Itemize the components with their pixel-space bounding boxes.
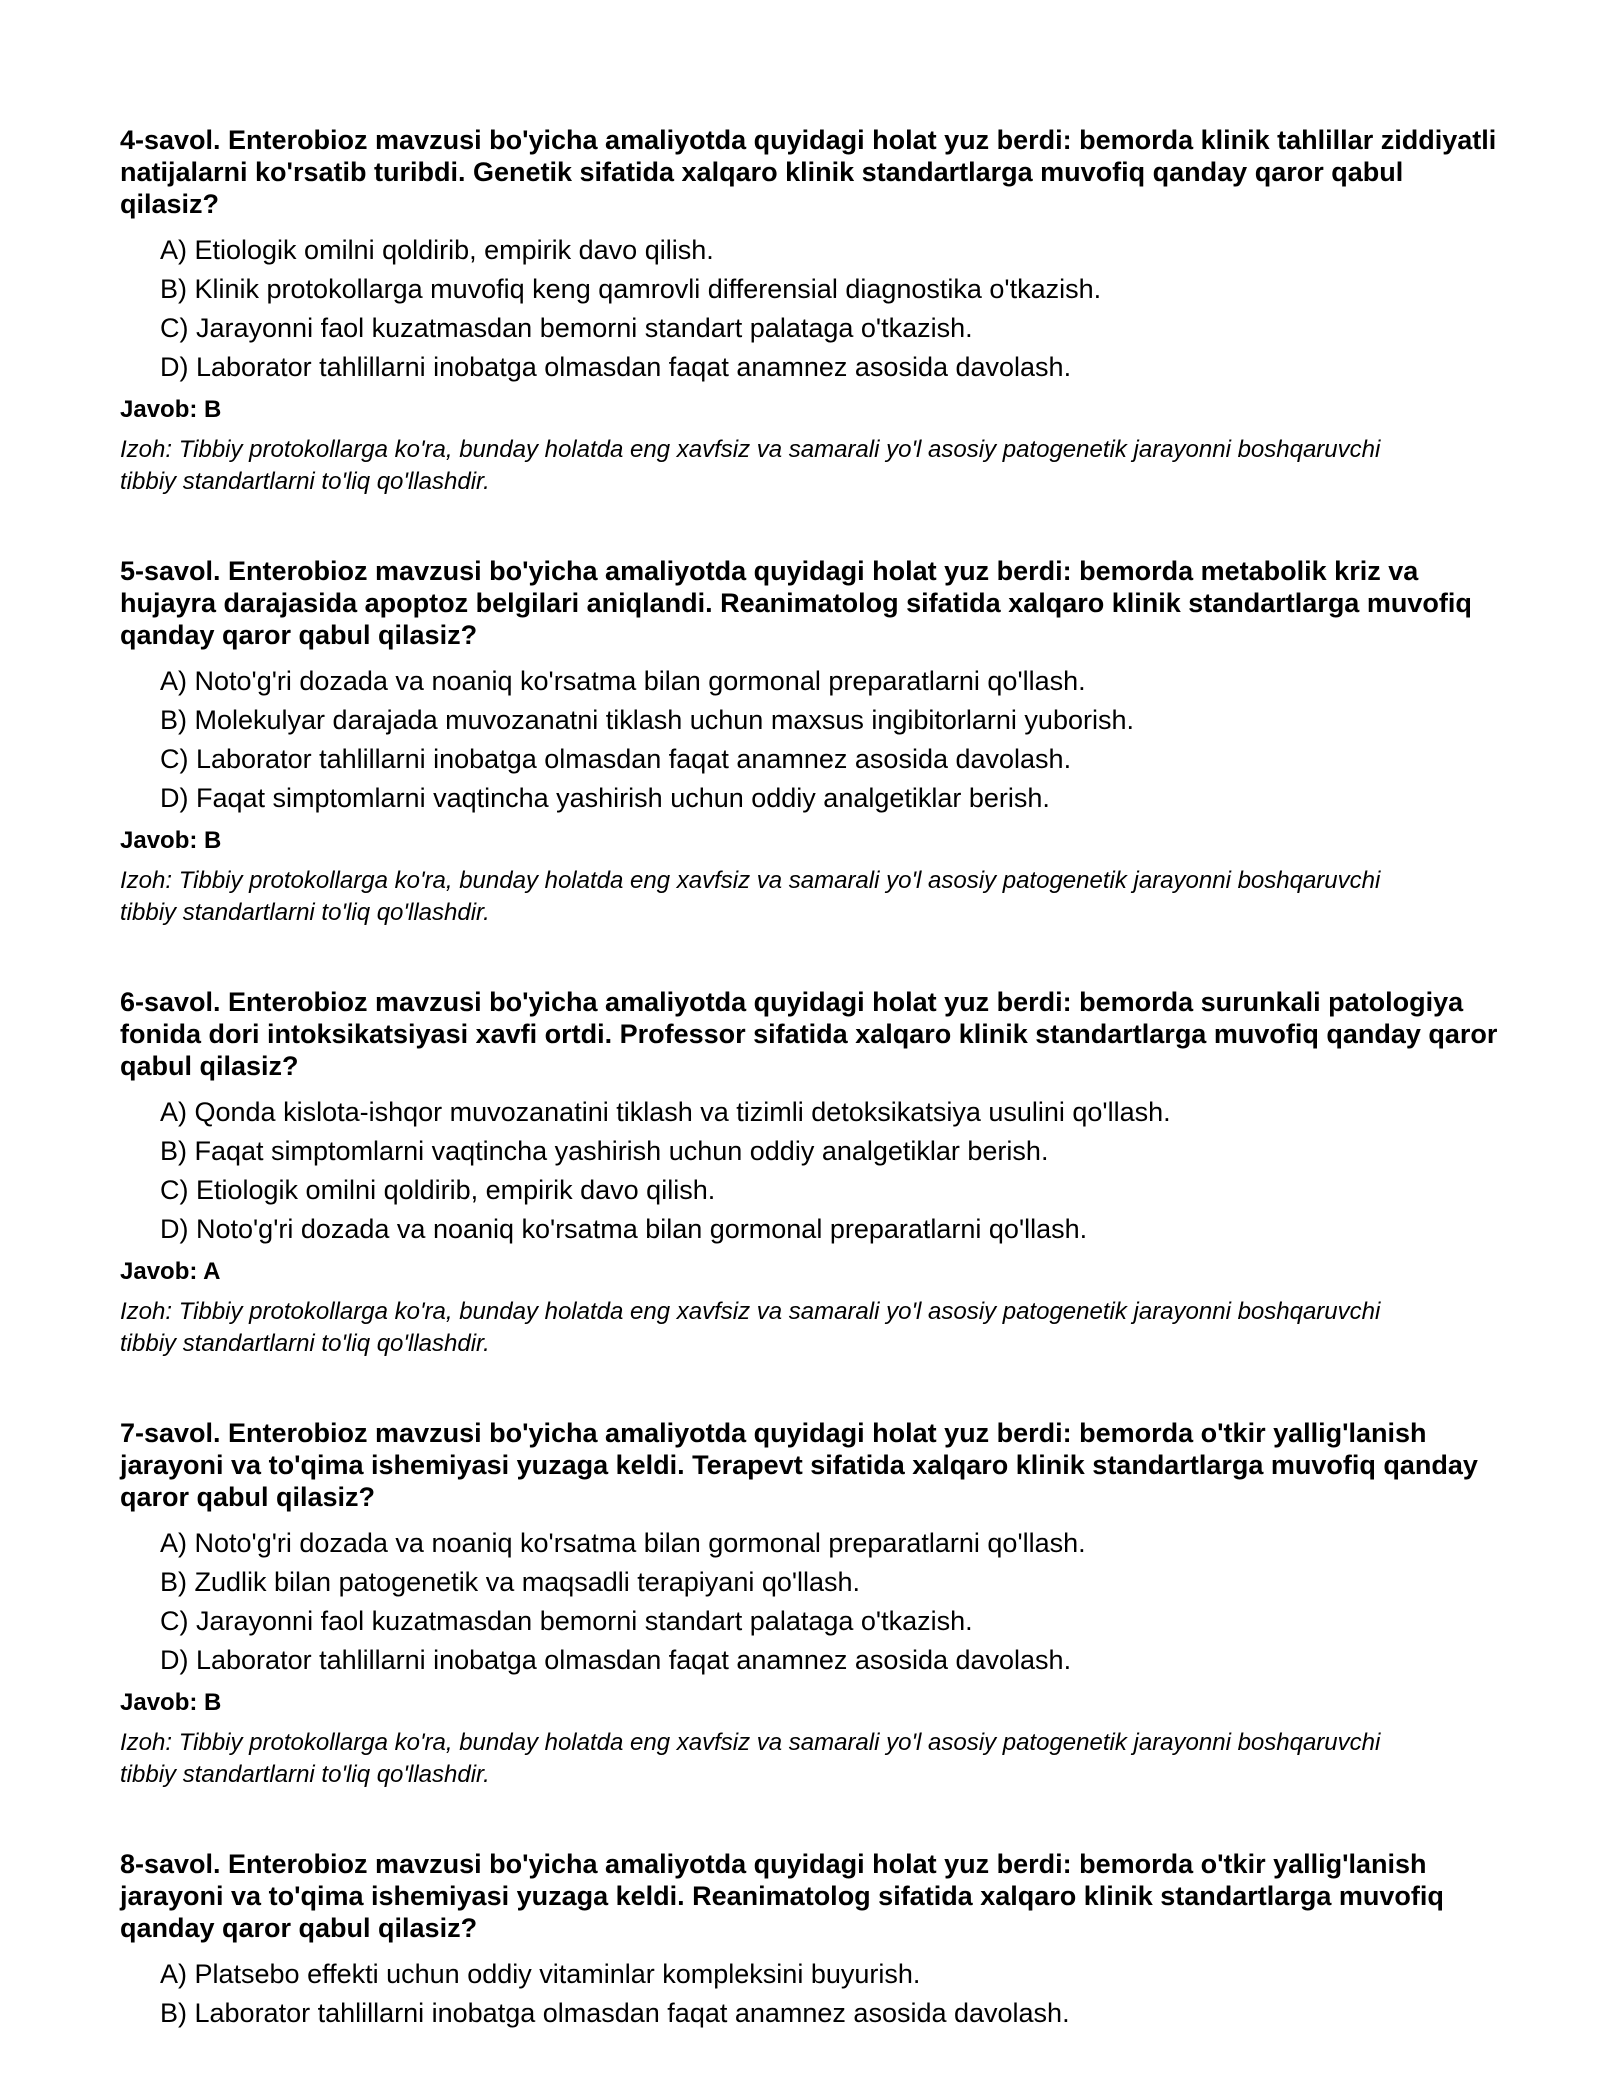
- question-block-5: [120, 555, 1500, 929]
- option-a: A) Qonda kislota-ishqor muvozanatini tiklash va tizimli detoksikatsiya usulini qo'llash.: [160, 1097, 1171, 1127]
- option-list: [120, 1093, 1500, 1249]
- answer-label: Javob: B: [120, 1689, 222, 1716]
- option-b: B) Laborator tahlillarni inobatga olmasdan faqat anamnez asosida davolash.: [160, 1998, 1070, 2028]
- option-b: B) Molekulyar darajada muvozanatni tiklash uchun maxsus ingibitorlarni yuborish.: [160, 705, 1134, 735]
- option-a: A) Etiologik omilni qoldirib, empirik davo qilish.: [160, 235, 714, 265]
- option-list: [120, 1955, 1500, 2033]
- explanation-text: Izoh: Tibbiy protokollarga ko'ra, bunday holatda eng xavfsiz va samarali yo'l asosiy patogenetik jarayonni boshqaruvchi tibbiy standartlarni to'liq qo'llashdir.: [120, 867, 1381, 926]
- answer-label: Javob: A: [120, 1258, 221, 1285]
- option-d: D) Noto'g'ri dozada va noaniq ko'rsatma bilan gormonal preparatlarni qo'llash.: [160, 1214, 1088, 1244]
- question-block-6: [120, 986, 1500, 1360]
- answer-label: Javob: B: [120, 396, 222, 423]
- option-list: [120, 231, 1500, 387]
- question-text: 8-savol. Enterobioz mavzusi bo'yicha amaliyotda quyidagi holat yuz berdi: bemorda o'tkir yallig'lanish jarayoni va to'qima ishemiyasi yuzaga keldi. Reanimatolog sifatida xalqaro klinik standartlarga muvofiq qanday qaror qabul qilasiz?: [120, 1849, 1444, 1943]
- explanation-text: Izoh: Tibbiy protokollarga ko'ra, bunday holatda eng xavfsiz va samarali yo'l asosiy patogenetik jarayonni boshqaruvchi tibbiy standartlarni to'liq qo'llashdir.: [120, 436, 1381, 495]
- answer-label: Javob: B: [120, 827, 222, 854]
- option-c: C) Laborator tahlillarni inobatga olmasdan faqat anamnez asosida davolash.: [160, 744, 1072, 774]
- question-block-8: [120, 1848, 1500, 2033]
- document-page: [120, 124, 1500, 2090]
- option-d: D) Laborator tahlillarni inobatga olmasdan faqat anamnez asosida davolash.: [160, 352, 1072, 382]
- option-a: A) Noto'g'ri dozada va noaniq ko'rsatma bilan gormonal preparatlarni qo'llash.: [160, 1528, 1086, 1558]
- option-d: D) Laborator tahlillarni inobatga olmasdan faqat anamnez asosida davolash.: [160, 1645, 1072, 1675]
- option-c: C) Etiologik omilni qoldirib, empirik davo qilish.: [160, 1175, 716, 1205]
- option-list: [120, 662, 1500, 818]
- question-text: 4-savol. Enterobioz mavzusi bo'yicha amaliyotda quyidagi holat yuz berdi: bemorda klinik tahlillar ziddiyatli natijalarni ko'rsatib turibdi. Genetik sifatida xalqaro klinik standartlarga muvofiq qanday qaror qabul qilasiz?: [120, 125, 1497, 219]
- question-block-4: [120, 124, 1500, 498]
- option-a: A) Platsebo effekti uchun oddiy vitaminlar kompleksini buyurish.: [160, 1959, 921, 1989]
- option-c: C) Jarayonni faol kuzatmasdan bemorni standart palataga o'tkazish.: [160, 1606, 973, 1636]
- option-c: C) Jarayonni faol kuzatmasdan bemorni standart palataga o'tkazish.: [160, 313, 973, 343]
- option-b: B) Klinik protokollarga muvofiq keng qamrovli differensial diagnostika o'tkazish.: [160, 274, 1102, 304]
- option-b: B) Zudlik bilan patogenetik va maqsadli terapiyani qo'llash.: [160, 1567, 861, 1597]
- question-block-7: [120, 1417, 1500, 1791]
- explanation-text: Izoh: Tibbiy protokollarga ko'ra, bunday holatda eng xavfsiz va samarali yo'l asosiy patogenetik jarayonni boshqaruvchi tibbiy standartlarni to'liq qo'llashdir.: [120, 1729, 1381, 1788]
- question-text: 5-savol. Enterobioz mavzusi bo'yicha amaliyotda quyidagi holat yuz berdi: bemorda metabolik kriz va hujayra darajasida apoptoz belgilari aniqlandi. Reanimatolog sifatida xalqaro klinik standartlarga muvofiq qanday qaror qabul qilasiz?: [120, 556, 1472, 650]
- option-a: A) Noto'g'ri dozada va noaniq ko'rsatma bilan gormonal preparatlarni qo'llash.: [160, 666, 1086, 696]
- option-list: [120, 1524, 1500, 1680]
- question-text: 7-savol. Enterobioz mavzusi bo'yicha amaliyotda quyidagi holat yuz berdi: bemorda o'tkir yallig'lanish jarayoni va to'qima ishemiyasi yuzaga keldi. Terapevt sifatida xalqaro klinik standartlarga muvofiq qanday qaror qabul qilasiz?: [120, 1418, 1478, 1512]
- explanation-text: Izoh: Tibbiy protokollarga ko'ra, bunday holatda eng xavfsiz va samarali yo'l asosiy patogenetik jarayonni boshqaruvchi tibbiy standartlarni to'liq qo'llashdir.: [120, 1298, 1381, 1357]
- option-b: B) Faqat simptomlarni vaqtincha yashirish uchun oddiy analgetiklar berish.: [160, 1136, 1049, 1166]
- question-text: 6-savol. Enterobioz mavzusi bo'yicha amaliyotda quyidagi holat yuz berdi: bemorda surunkali patologiya fonida dori intoksikatsiyasi xavfi ortdi. Professor sifatida xalqaro klinik standartlarga muvofiq qanday qaror qabul qilasiz?: [120, 987, 1498, 1081]
- option-d: D) Faqat simptomlarni vaqtincha yashirish uchun oddiy analgetiklar berish.: [160, 783, 1050, 813]
